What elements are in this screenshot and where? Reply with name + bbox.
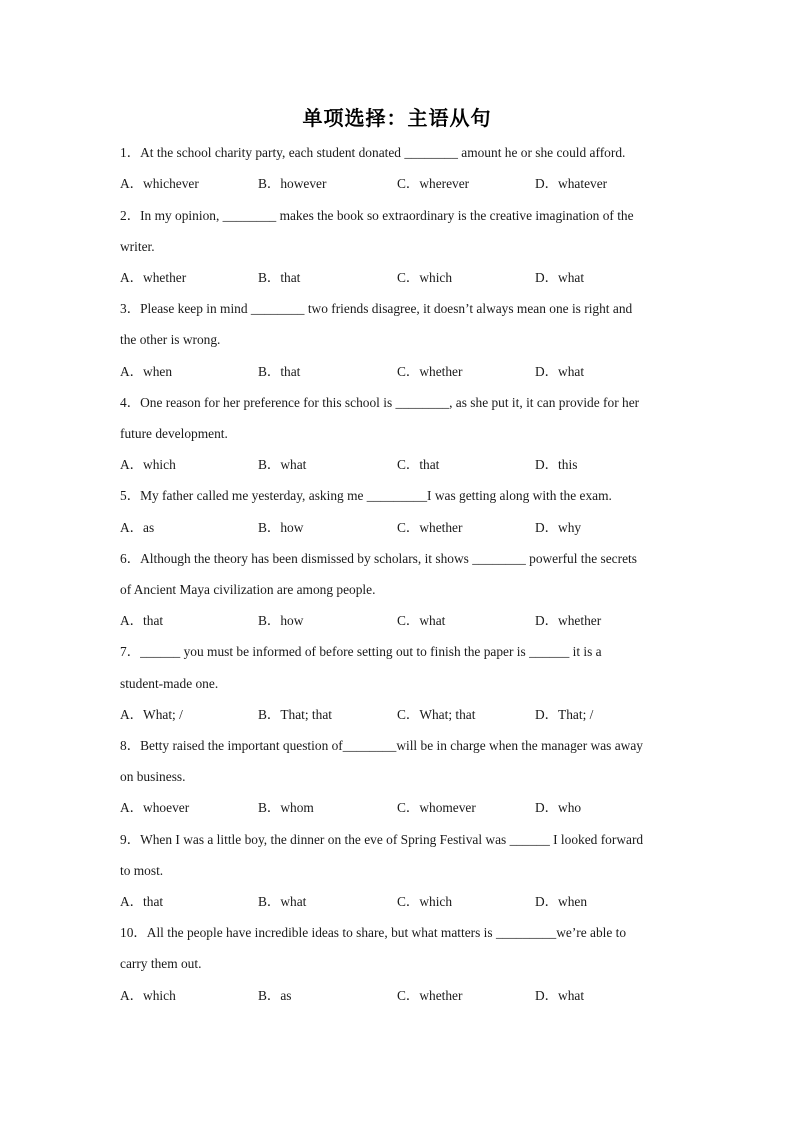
question-9-text: 9．When I was a little boy, the dinner on the eve of Spring Festival was ______ I looked forward	[120, 832, 644, 847]
option-d: D．what	[535, 270, 585, 285]
option-c: C．whether	[397, 988, 463, 1003]
option-d: D．whatever	[535, 176, 608, 191]
question-8-options	[120, 799, 680, 817]
question-4-options	[120, 456, 680, 474]
question-6-text-cont: of Ancient Maya civilization are among people.	[120, 582, 376, 597]
option-a: A．that	[120, 613, 164, 628]
question-2-text: 2．In my opinion, ________ makes the book so extraordinary is the creative imagination of the	[120, 208, 634, 223]
question-2-text-cont: writer.	[120, 239, 155, 254]
question-2-options	[120, 269, 680, 287]
option-b: B．that	[258, 270, 301, 285]
option-b: B．that	[258, 364, 301, 379]
question-3-text-cont: the other is wrong.	[120, 332, 221, 347]
option-b: B．what	[258, 894, 307, 909]
question-3-text: 3．Please keep in mind ________ two friends disagree, it doesn’t always mean one is right and	[120, 301, 633, 316]
option-b: B．how	[258, 520, 304, 535]
question-6-text: 6．Although the theory has been dismissed by scholars, it shows ________ powerful the secrets	[120, 551, 637, 566]
option-a: A．that	[120, 894, 164, 909]
question-1-options	[120, 175, 680, 193]
option-b: B．as	[258, 988, 292, 1003]
question-4-text: 4．One reason for her preference for this school is ________, as she put it, it can provide for her	[120, 395, 640, 410]
option-d: D．That; /	[535, 707, 594, 722]
option-c: C．What; that	[397, 707, 476, 722]
question-10-text-cont: carry them out.	[120, 956, 202, 971]
option-c: C．which	[397, 894, 453, 909]
option-c: C．what	[397, 613, 446, 628]
option-c: C．whether	[397, 520, 463, 535]
option-a: A．whether	[120, 270, 187, 285]
option-a: A．as	[120, 520, 155, 535]
option-a: A．which	[120, 457, 176, 472]
page-title: 单项选择：主语从句	[302, 106, 492, 130]
option-c: C．whether	[397, 364, 463, 379]
option-a: A．whoever	[120, 800, 190, 815]
question-5-text: 5．My father called me yesterday, asking me _________I was getting along with the exam.	[120, 488, 612, 503]
option-c: C．whomever	[397, 800, 476, 815]
question-3-options	[120, 363, 680, 381]
option-c: C．wherever	[397, 176, 470, 191]
question-10-text: 10．All the people have incredible ideas to share, but what matters is _________we’re able to	[120, 925, 627, 940]
question-8-text-cont: on business.	[120, 769, 186, 784]
option-d: D．what	[535, 988, 585, 1003]
option-d: D．whether	[535, 613, 602, 628]
question-7-options	[120, 706, 680, 724]
question-7-text: 7．______ you must be informed of before setting out to finish the paper is ______ it is a	[120, 644, 602, 659]
question-9-options	[120, 893, 680, 911]
option-d: D．what	[535, 364, 585, 379]
option-d: D．when	[535, 894, 588, 909]
question-1-text: 1．At the school charity party, each student donated ________ amount he or she could afford.	[120, 145, 626, 160]
question-5-options	[120, 519, 680, 537]
option-a: A．What; /	[120, 707, 183, 722]
option-a: A．which	[120, 988, 176, 1003]
option-d: D．who	[535, 800, 582, 815]
option-d: D．why	[535, 520, 582, 535]
question-7-text-cont: student-made one.	[120, 676, 219, 691]
option-b: B．what	[258, 457, 307, 472]
question-4-text-cont: future development.	[120, 426, 228, 441]
option-b: B．however	[258, 176, 327, 191]
option-d: D．this	[535, 457, 578, 472]
question-9-text-cont: to most.	[120, 863, 164, 878]
option-b: B．That; that	[258, 707, 333, 722]
option-a: A．when	[120, 364, 173, 379]
question-6-options	[120, 612, 680, 630]
option-b: B．whom	[258, 800, 314, 815]
option-c: C．which	[397, 270, 453, 285]
option-c: C．that	[397, 457, 440, 472]
option-a: A．whichever	[120, 176, 199, 191]
question-8-text: 8．Betty raised the important question of________will be in charge when the manager was away	[120, 738, 643, 753]
option-b: B．how	[258, 613, 304, 628]
question-10-options	[120, 987, 680, 1005]
